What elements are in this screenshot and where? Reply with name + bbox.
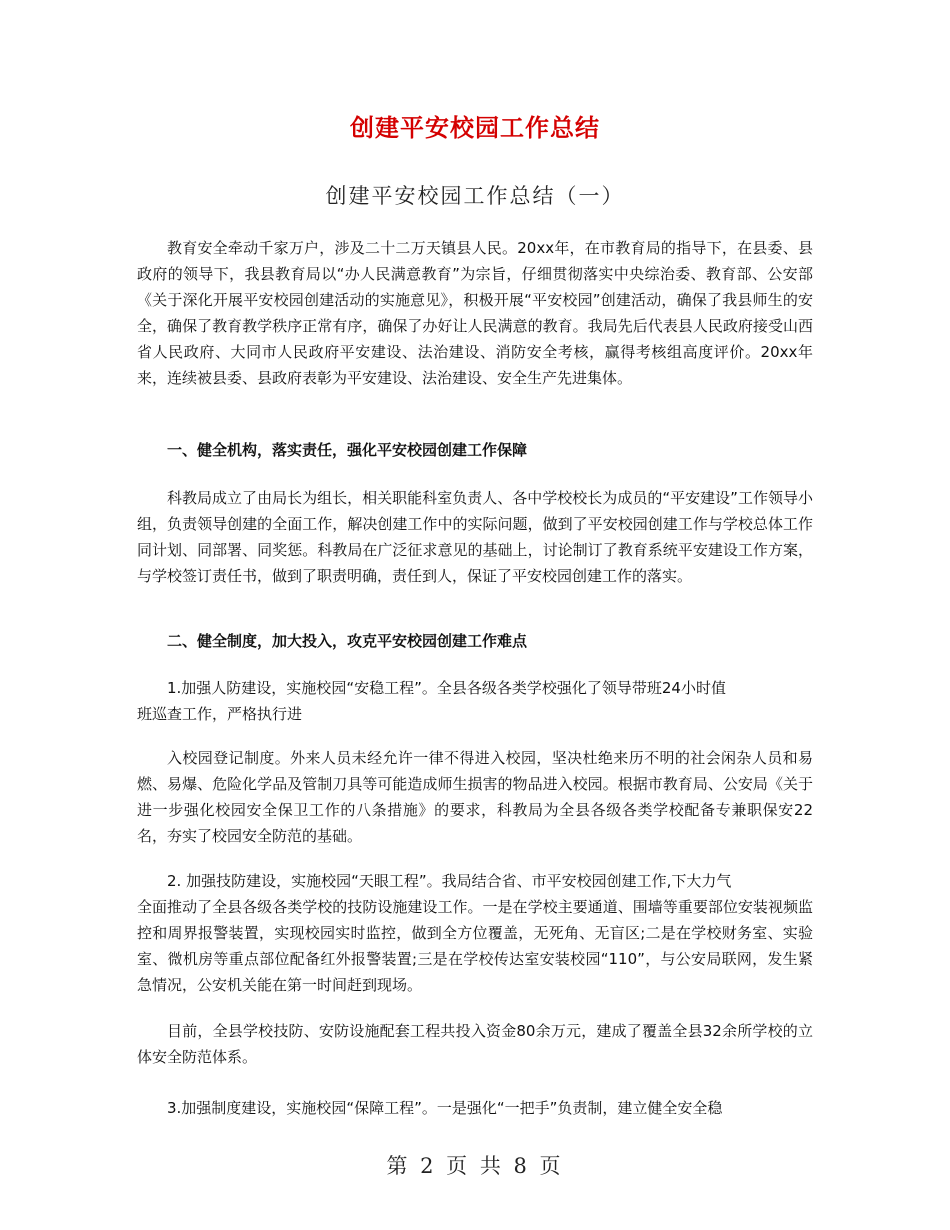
paragraph-text: 目前，全县学校技防、安防设施配套工程共投入资金80余万元，建成了覆盖全县32余所学校的立体安全防范体系。 xyxy=(137,1022,813,1066)
paragraph-line: 班巡查工作，严格执行进 xyxy=(137,705,303,723)
document-subtitle: 创建平安校园工作总结（一） xyxy=(325,184,625,208)
paragraph-line: 1.加强人防建设，实施校园“安稳工程”。全县各级各类学校强化了领导带班24小时值 xyxy=(167,679,726,697)
paragraph-line: 2. 加强技防建设，实施校园“天眼工程”。我局结合省、市平安校园创建工作,下大力气 xyxy=(167,872,732,890)
section-1-paragraph xyxy=(137,485,813,589)
paragraph-text: 入校园登记制度。外来人员未经允许一律不得进入校园，坚决杜绝来历不明的社会闲杂人员和易燃、易爆、危险化学品及管制刀具等可能造成师生损害的物品进入校园。根据市教育局、公安局《关于进一步强化校园安全保卫工作的八条措施》的要求，科教局为全县各级各类学校配备专兼职保安22名，夯实了校园安全防范的基础。 xyxy=(137,749,813,845)
section-2-item-1-continued xyxy=(137,745,813,849)
section-heading-1: 一、健全机构，落实责任，强化平安校园创建工作保障 xyxy=(167,441,528,459)
paragraph-text: 全面推动了全县各级各类学校的技防设施建设工作。一是在学校主要通道、围墙等重要部位安装视频监控和周界报警装置，实现校园实时监控，做到全方位覆盖，无死角、无盲区;二是在学校财务室、实验室、微机房等重点部位配备红外报警装置;三是在学校传达室安装校园“110”，与公安局联网，发生紧急情况，公安机关能在第一时间赶到现场。 xyxy=(137,898,813,994)
section-2-item-2 xyxy=(137,868,813,998)
section-2-item-1 xyxy=(137,675,813,727)
page-footer: 第 2 页 共 8 页 xyxy=(386,1154,564,1178)
intro-paragraph xyxy=(137,235,813,391)
section-2-summary xyxy=(137,1018,813,1070)
paragraph-text: 教育安全牵动千家万户，涉及二十二万天镇县人民。20xx年，在市教育局的指导下，在县委、县政府的领导下，我县教育局以“办人民满意教育”为宗旨，仔细贯彻落实中央综治委、教育部、公安部《关于深化开展平安校园创建活动的实施意见》，积极开展“平安校园”创建活动，确保了我县师生的安全，确保了教育教学秩序正常有序，确保了办好让人民满意的教育。我局先后代表县人民政府接受山西省人民政府、大同市人民政府平安建设、法治建设、消防安全考核，赢得考核组高度评价。20xx年来，连续被县委、县政府表彰为平安建设、法治建设、安全生产先进集体。 xyxy=(137,239,813,387)
paragraph-line: 3.加强制度建设，实施校园“保障工程”。一是强化“一把手”负责制，建立健全安全稳 xyxy=(167,1099,723,1117)
document-title: 创建平安校园工作总结 xyxy=(350,114,600,142)
section-heading-2: 二、健全制度，加大投入，攻克平安校园创建工作难点 xyxy=(167,632,528,650)
section-2-item-3 xyxy=(137,1095,813,1121)
paragraph-text: 科教局成立了由局长为组长，相关职能科室负责人、各中学校校长为成员的“平安建设”工作领导小组，负责领导创建的全面工作，解决创建工作中的实际问题，做到了平安校园创建工作与学校总体工作同计划、同部署、同奖惩。科教局在广泛征求意见的基础上，讨论制订了教育系统平安建设工作方案，与学校签订责任书，做到了职责明确，责任到人，保证了平安校园创建工作的落实。 xyxy=(137,489,813,585)
